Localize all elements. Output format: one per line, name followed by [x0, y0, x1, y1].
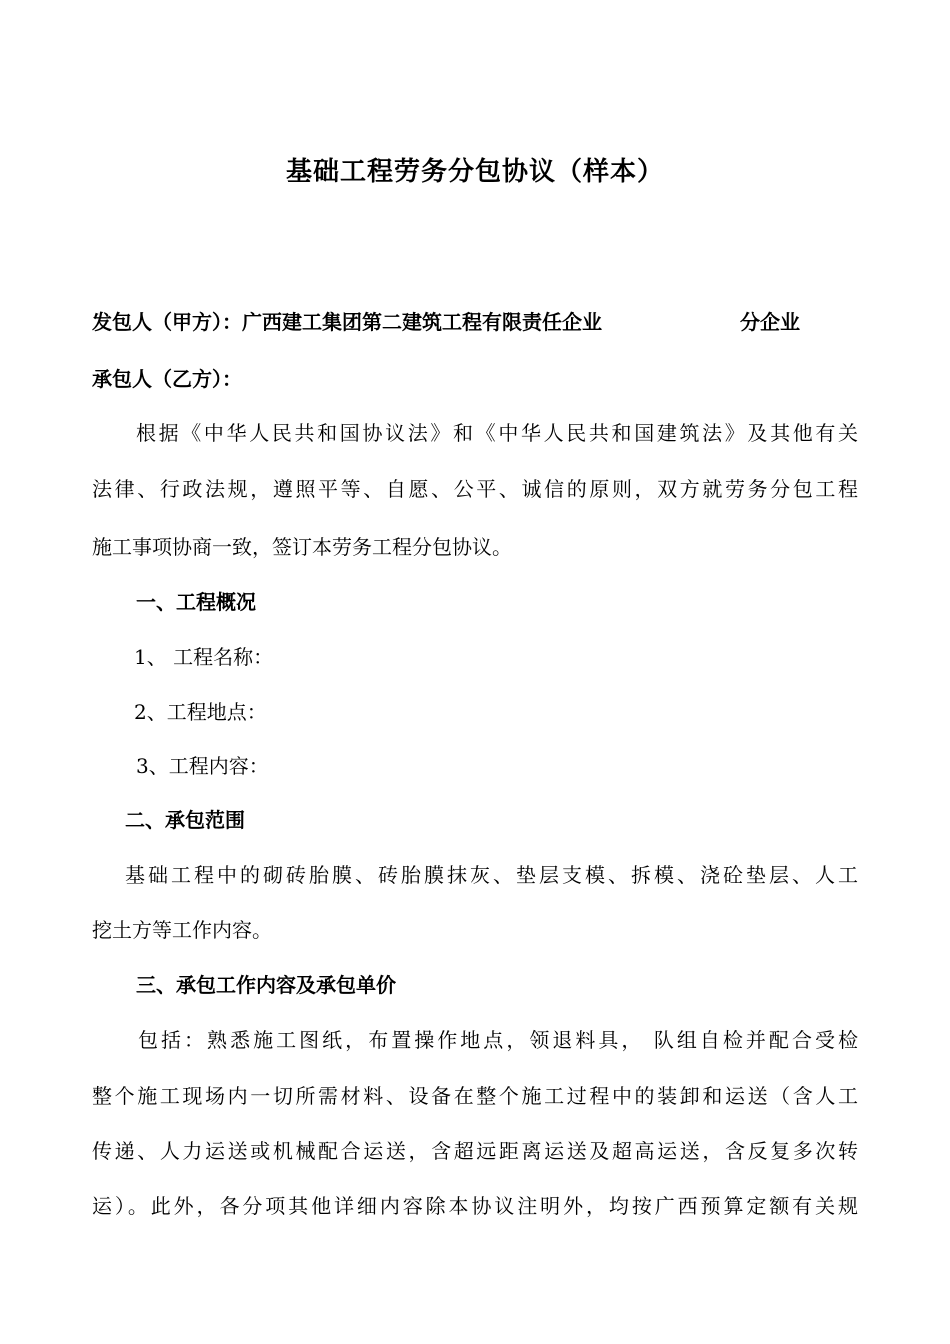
scope-line: 基础工程中的砌砖胎膜、砖胎膜抹灰、垫层支模、拆模、浇砼垫层、人工	[125, 863, 858, 887]
work-content-line: 传递、人力运送或机械配合运送，含超远距离运送及超高运送，含反复多次转	[92, 1139, 858, 1163]
scope-line: 挖土方等工作内容。	[92, 918, 272, 942]
section-heading: 二、承包范围	[125, 808, 245, 832]
project-content-field: 3、工程内容：	[136, 754, 269, 778]
intro-line: 法律、行政法规，遵照平等、自愿、公平、诚信的原则，双方就劳务分包工程	[92, 477, 858, 501]
section-heading: 一、工程概况	[136, 590, 256, 614]
intro-line: 根据《中华人民共和国协议法》和《中华人民共和国建筑法》及其他有关	[136, 421, 858, 445]
work-content-line: 整个施工现场内一切所需材料、设备在整个施工过程中的装卸和运送（含人工	[92, 1084, 858, 1108]
party-a-branch: 分企业	[740, 310, 800, 334]
party-a-label: 发包人（甲方）：广西建工集团第二建筑工程有限责任企业	[92, 310, 602, 334]
project-name-field: 1、 工程名称：	[134, 645, 274, 669]
document-title: 基础工程劳务分包协议（样本）	[285, 157, 664, 187]
project-location-field: 2、工程地点：	[134, 700, 267, 724]
intro-line: 施工事项协商一致，签订本劳务工程分包协议。	[92, 535, 512, 559]
work-content-line: 包括：熟悉施工图纸，布置操作地点，领退料具， 队组自检并配合受检	[138, 1028, 858, 1052]
party-b-label: 承包人（乙方）：	[92, 367, 242, 391]
work-content-line: 运）。此外，各分项其他详细内容除本协议注明外，均按广西预算定额有关规	[92, 1194, 858, 1218]
section-heading: 三、承包工作内容及承包单价	[136, 973, 396, 997]
